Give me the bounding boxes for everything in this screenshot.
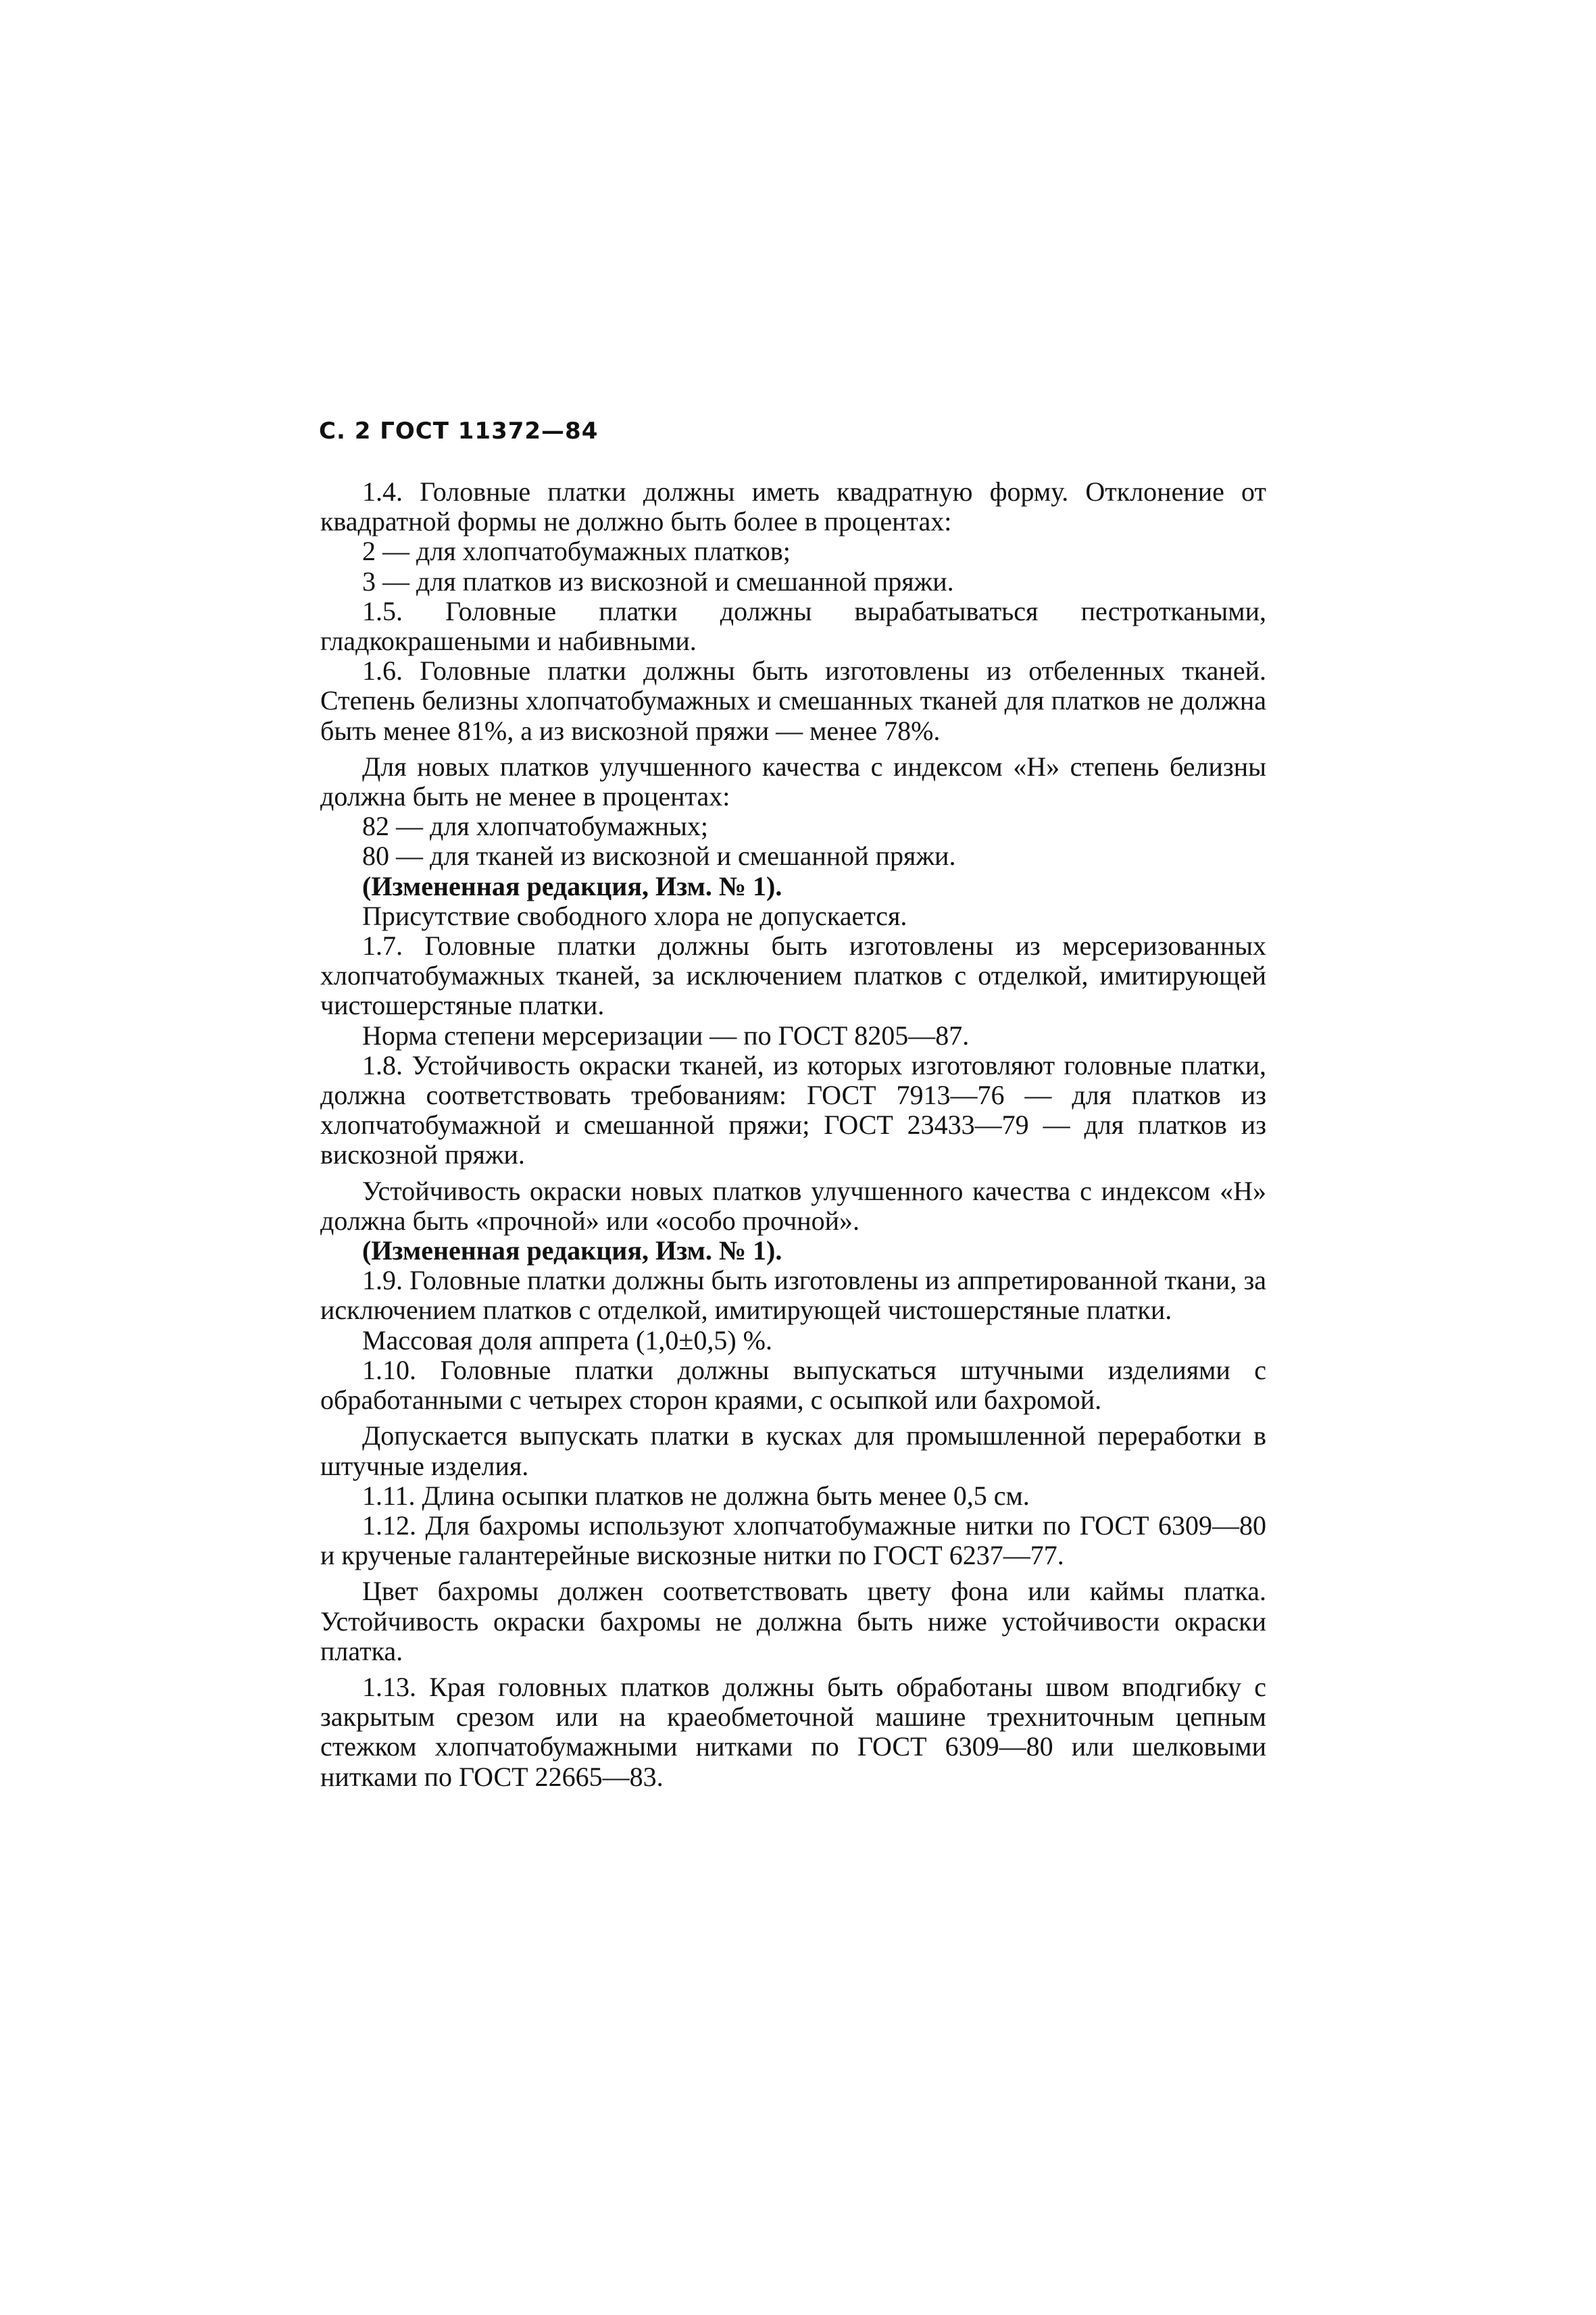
paragraph-1-8: 1.8. Устойчивость окраски тканей, из которых изготовляют головные платки, должна соответствовать требованиям: ГОСТ 7913—76 — для платков из хлопчатобумажной и смешанной пряжи; ГОСТ 23433—79 — для платков из вискозной пряжи. (320, 1049, 1266, 1170)
paragraph-1-6: 1.6. Головные платки должны быть изготовлены из отбеленных тканей. Степень белизны хлопчатобумажных и смешанных тканей для платков не должна быть менее 81%, а из вискозной пряжи — менее 78%. (320, 655, 1266, 746)
paragraph-1-11: 1.11. Длина осыпки платков не должна быть менее 0,5 см. (362, 1480, 1030, 1511)
paragraph-pieces: Допускается выпускать платки в кусках для промышленной переработки в штучные изделия. (320, 1420, 1266, 1481)
paragraph-chlorine: Присутствие свободного хлора не допускается. (362, 900, 907, 931)
paragraph-color-fastness-new: Устойчивость окраски новых платков улучшенного качества с индексом «Н» должна быть «прочной» или «особо прочной». (320, 1175, 1266, 1236)
paragraph-finish-mass: Массовая доля аппрета (1,0±0,5) %. (362, 1324, 772, 1355)
paragraph-1-7: 1.7. Головные платки должны быть изготовлены из мерсеризованных хлопчатобумажных тканей, за исключением платков с отделкой, имитирующей чистошерстяные платки. (320, 930, 1266, 1021)
paragraph-1-10: 1.10. Головные платки должны выпускаться штучными изделиями с обработанными с четырех сторон краями, с осыпкой или бахромой. (320, 1354, 1266, 1416)
paragraph-whiteness-new: Для новых платков улучшенного качества с индексом «Н» степень белизны должна быть не менее в процентах: (320, 751, 1266, 812)
list-item-whiteness-cotton: 82 — для хлопчатобумажных; (362, 811, 708, 842)
paragraph-1-4: 1.4. Головные платки должны иметь квадратную форму. Отклонение от квадратной формы не должно быть более в процентах: (320, 476, 1266, 537)
amendment-note: (Измененная редакция, Изм. № 1). (362, 870, 782, 901)
body-text (320, 477, 1266, 1792)
paragraph-mercerization-norm: Норма степени мерсеризации — по ГОСТ 8205—87. (362, 1020, 970, 1051)
paragraph-1-9: 1.9. Головные платки должны быть изготовлены из аппретированной ткани, за исключением платков с отделкой, имитирующей чистошерстяные платки. (320, 1265, 1266, 1326)
paragraph-1-5: 1.5. Головные платки должны вырабатываться пестроткаными, гладкокрашеными и набивными. (320, 595, 1266, 657)
running-head: С. 2 ГОСТ 11372—84 (319, 418, 599, 445)
paragraph-fringe-color: Цвет бахромы должен соответствовать цвету фона или каймы платка. Устойчивость окраски бахромы не должна быть ниже устойчивости окраски платка. (320, 1576, 1266, 1666)
paragraph-1-12: 1.12. Для бахромы используют хлопчатобумажные нитки по ГОСТ 6309—80 и крученые галантерейные вискозные нитки по ГОСТ 6237—77. (320, 1510, 1266, 1571)
list-item-viscose-deviation: 3 — для платков из вискозной и смешанной пряжи. (362, 566, 954, 597)
list-item-cotton-deviation: 2 — для хлопчатобумажных платков; (362, 536, 791, 567)
amendment-note: (Измененная редакция, Изм. № 1). (362, 1235, 782, 1266)
paragraph-1-13: 1.13. Края головных платков должны быть обработаны швом вподгибку с закрытым срезом или на краеобметочной машине трехниточным цепным стежком хлопчатобумажными нитками по ГОСТ 6309—80 или шелковыми нитками по ГОСТ 22665—83. (320, 1671, 1266, 1792)
list-item-whiteness-viscose: 80 — для тканей из вискозной и смешанной пряжи. (362, 841, 956, 872)
